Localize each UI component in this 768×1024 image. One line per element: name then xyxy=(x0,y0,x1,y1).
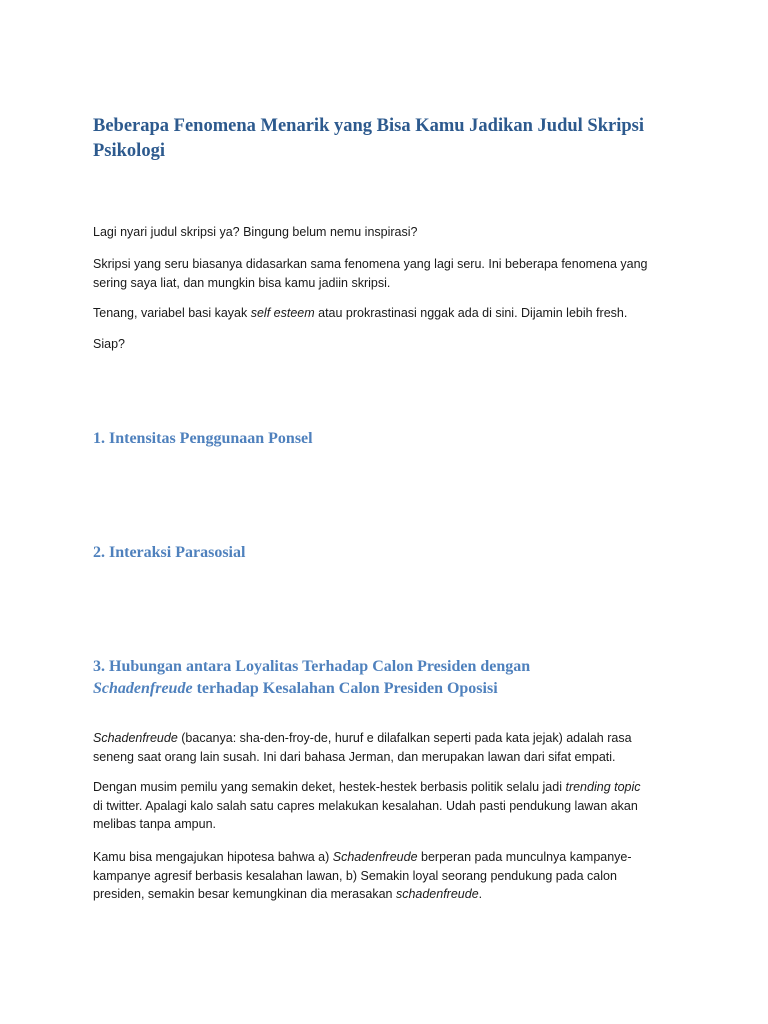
s3-p3-line-2: kampanye agresif berbasis kesalahan lawan, b) Semakin loyal seorang pendukung pada calon xyxy=(93,868,617,883)
intro-paragraph-3 xyxy=(93,304,683,323)
intro-p4-text: Siap? xyxy=(93,337,125,351)
heading-3-line-1: 3. Hubungan antara Loyalitas Terhadap Calon Presiden dengan xyxy=(93,658,531,675)
heading-3-line-2 xyxy=(93,678,653,700)
intro-p3-after: atau prokrastinasi nggak ada di sini. Dijamin lebih fresh. xyxy=(314,306,628,320)
s3-p3-line-3-after: . xyxy=(478,887,483,901)
s3-p3-italic-2: schadenfreude xyxy=(395,887,479,901)
intro-paragraph-4 xyxy=(93,335,683,354)
page-title xyxy=(93,114,693,164)
intro-p3-before: Tenang, variabel basi kayak xyxy=(93,306,251,320)
heading-3-line-2-rest: terhadap Kesalahan Calon Presiden Oposisi xyxy=(192,680,498,697)
s3-p1-line-1 xyxy=(93,729,683,748)
s3-p3-line-3 xyxy=(93,885,683,904)
s3-p1-line-2: seneng saat orang lain susah. Ini dari bahasa Jerman, dan merupakan lawan dari sifat empati. xyxy=(93,749,616,764)
s3-p3-line-1-before: Kamu bisa mengajukan hipotesa bahwa a) xyxy=(93,850,333,864)
section-heading-1: 1. Intensitas Penggunaan Ponsel xyxy=(93,430,313,447)
s3-p3-line-3-before: presiden, semakin besar kemungkinan dia merasakan xyxy=(93,887,396,901)
intro-paragraph-2 xyxy=(93,255,683,292)
s3-p2-line-1-before: Dengan musim pemilu yang semakin deket, hestek-hestek berbasis politik selalu jadi xyxy=(93,780,566,794)
s3-p1-line-1-rest: (bacanya: sha-den-froy-de, huruf e dilafalkan seperti pada kata jejak) adalah rasa xyxy=(177,731,632,745)
s3-p2-italic: trending topic xyxy=(565,780,641,794)
s3-p3-italic-1: Schadenfreude xyxy=(332,850,418,864)
intro-p2-line-2: sering saya liat, dan mungkin bisa kamu jadiin skripsi. xyxy=(93,275,391,290)
section-heading-2: 2. Interaksi Parasosial xyxy=(93,544,246,561)
s3-p1-italic: Schadenfreude xyxy=(93,731,178,745)
intro-p1-text: Lagi nyari judul skripsi ya? Bingung belum nemu inspirasi? xyxy=(93,225,418,239)
section3-paragraph-2 xyxy=(93,778,683,834)
s3-p2-line-1 xyxy=(93,778,683,797)
s3-p2-line-3: melibas tanpa ampun. xyxy=(93,817,216,831)
s3-p3-line-1 xyxy=(93,848,683,867)
title-line-1: Beberapa Fenomena Menarik yang Bisa Kamu Jadikan Judul Skripsi xyxy=(93,116,644,136)
heading-3-italic: Schadenfreude xyxy=(93,680,193,697)
s3-p2-line-2: di twitter. Apalagi kalo salah satu capres melakukan kesalahan. Udah pasti pendukung lawan akan xyxy=(93,798,638,813)
section3-paragraph-3 xyxy=(93,848,683,904)
intro-p2-line-1: Skripsi yang seru biasanya didasarkan sama fenomena yang lagi seru. Ini beberapa fenomena yang xyxy=(93,257,648,271)
section3-paragraph-1 xyxy=(93,729,683,766)
title-line-2: Psikologi xyxy=(93,141,165,161)
section-heading-3 xyxy=(93,656,653,700)
intro-paragraph-1 xyxy=(93,223,683,242)
intro-p3-italic: self esteem xyxy=(250,306,315,320)
s3-p3-line-1-after: berperan pada munculnya kampanye- xyxy=(417,850,632,864)
